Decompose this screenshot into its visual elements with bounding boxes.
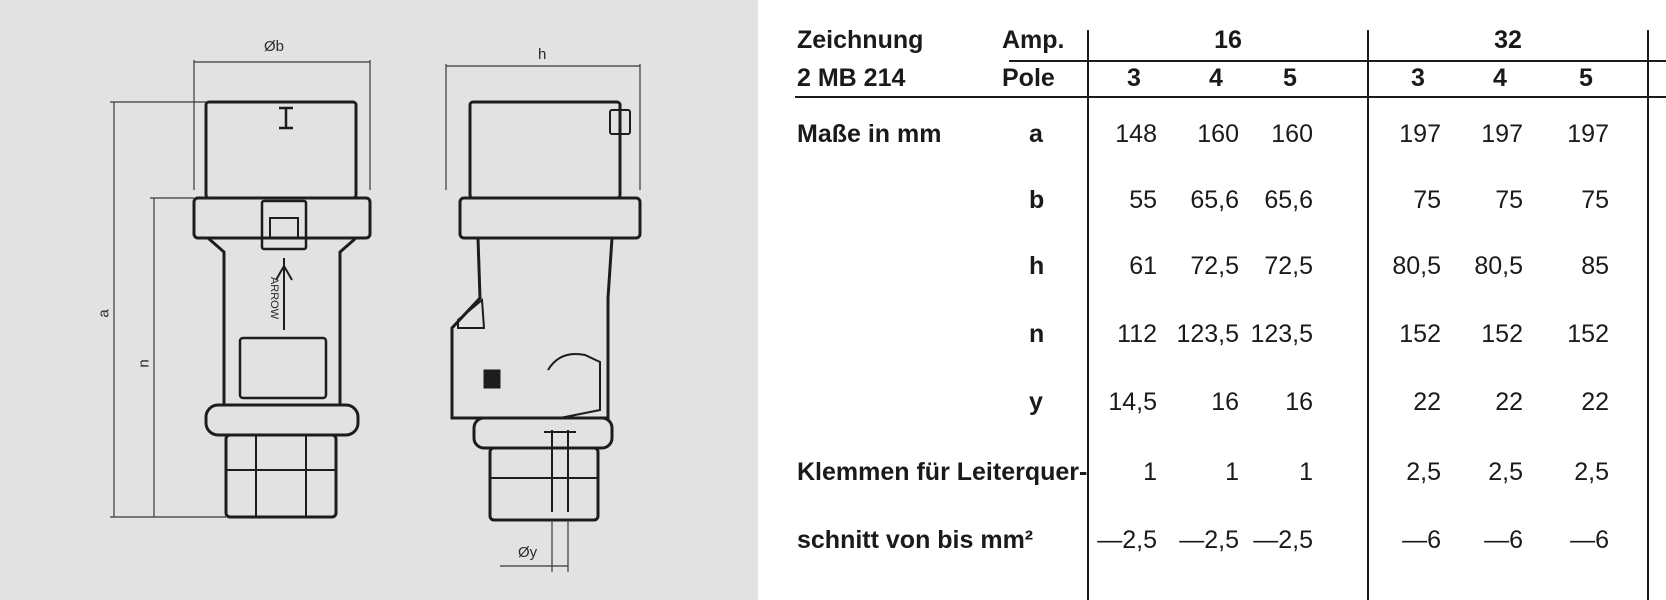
terminal-from-2: 1 [1299,458,1313,486]
cell-y-1: 16 [1211,388,1239,416]
cell-b-5: 75 [1581,186,1609,214]
row-key-h: h [1029,252,1045,280]
amp-group-16: 16 [1214,26,1242,54]
cell-b-3: 75 [1413,186,1441,214]
terminal-to-2: —2,5 [1253,526,1313,554]
cell-b-4: 75 [1495,186,1523,214]
cell-a-1: 160 [1197,120,1239,148]
cell-y-5: 22 [1581,388,1609,416]
pole-header-4: 4 [1493,64,1507,92]
side-view [452,102,640,520]
terminal-from-1: 1 [1225,458,1239,486]
cell-h-2: 72,5 [1264,252,1313,280]
specification-table [795,0,1666,600]
table-divider-right [1647,30,1649,600]
pole-header-3: 3 [1411,64,1425,92]
cell-n-2: 123,5 [1250,320,1313,348]
cell-a-4: 197 [1481,120,1523,148]
cell-y-0: 14,5 [1108,388,1157,416]
terminal-to-1: —2,5 [1179,526,1239,554]
terminal-to-3: —6 [1402,526,1441,554]
cell-b-1: 65,6 [1190,186,1239,214]
cell-y-3: 22 [1413,388,1441,416]
terminal-from-4: 2,5 [1488,458,1523,486]
table-amp-rule [1009,60,1666,62]
cell-n-1: 123,5 [1176,320,1239,348]
pole-header-1: 4 [1209,64,1223,92]
terminal-from-0: 1 [1143,458,1157,486]
dimension-lines [110,60,640,572]
pole-label: Pole [1002,64,1055,92]
dim-label-n: n [135,359,153,368]
cell-n-3: 152 [1399,320,1441,348]
terminal-to-0: —2,5 [1097,526,1157,554]
terminal-from-5: 2,5 [1574,458,1609,486]
plug-technical-drawing [0,0,758,600]
cell-b-2: 65,6 [1264,186,1313,214]
cell-n-4: 152 [1481,320,1523,348]
cell-h-5: 85 [1581,252,1609,280]
table-header-rule [795,96,1666,98]
terminal-to-4: —6 [1484,526,1523,554]
cell-a-0: 148 [1115,120,1157,148]
technical-drawing-panel [0,0,758,600]
cell-y-2: 16 [1285,388,1313,416]
row-key-b: b [1029,186,1045,214]
cell-y-4: 22 [1495,388,1523,416]
front-view [194,102,370,517]
cell-h-4: 80,5 [1474,252,1523,280]
dim-label-h: h [538,46,547,63]
cell-h-1: 72,5 [1190,252,1239,280]
terminal-from-3: 2,5 [1406,458,1441,486]
drawing-code: 2 MB 214 [797,64,906,92]
cell-a-2: 160 [1271,120,1313,148]
cell-h-0: 61 [1129,252,1157,280]
table-divider-middle [1367,30,1369,600]
cell-b-0: 55 [1129,186,1157,214]
dim-label-b: Øb [264,38,285,55]
dim-label-y: Øy [518,544,538,561]
cell-n-0: 112 [1117,320,1157,348]
terminal-label-line1: Klemmen für Leiterquer- [797,458,1088,486]
cell-h-3: 80,5 [1392,252,1441,280]
drawing-label: Zeichnung [797,26,924,54]
section-label: Maße in mm [797,120,942,148]
amp-label: Amp. [1002,26,1065,54]
pole-header-5: 5 [1579,64,1593,92]
pole-header-0: 3 [1127,64,1141,92]
row-key-y: y [1029,388,1043,416]
front-arrow-label: ARROW [268,276,281,320]
cell-a-5: 197 [1567,120,1609,148]
cell-a-3: 197 [1399,120,1441,148]
table-divider-left [1087,30,1089,600]
row-key-a: a [1029,120,1043,148]
dim-label-a: a [95,309,113,318]
cell-n-5: 152 [1567,320,1609,348]
amp-group-32: 32 [1494,26,1522,54]
terminal-to-5: —6 [1570,526,1609,554]
row-key-n: n [1029,320,1045,348]
pole-header-2: 5 [1283,64,1297,92]
terminal-label-line2: schnitt von bis mm² [797,526,1034,554]
